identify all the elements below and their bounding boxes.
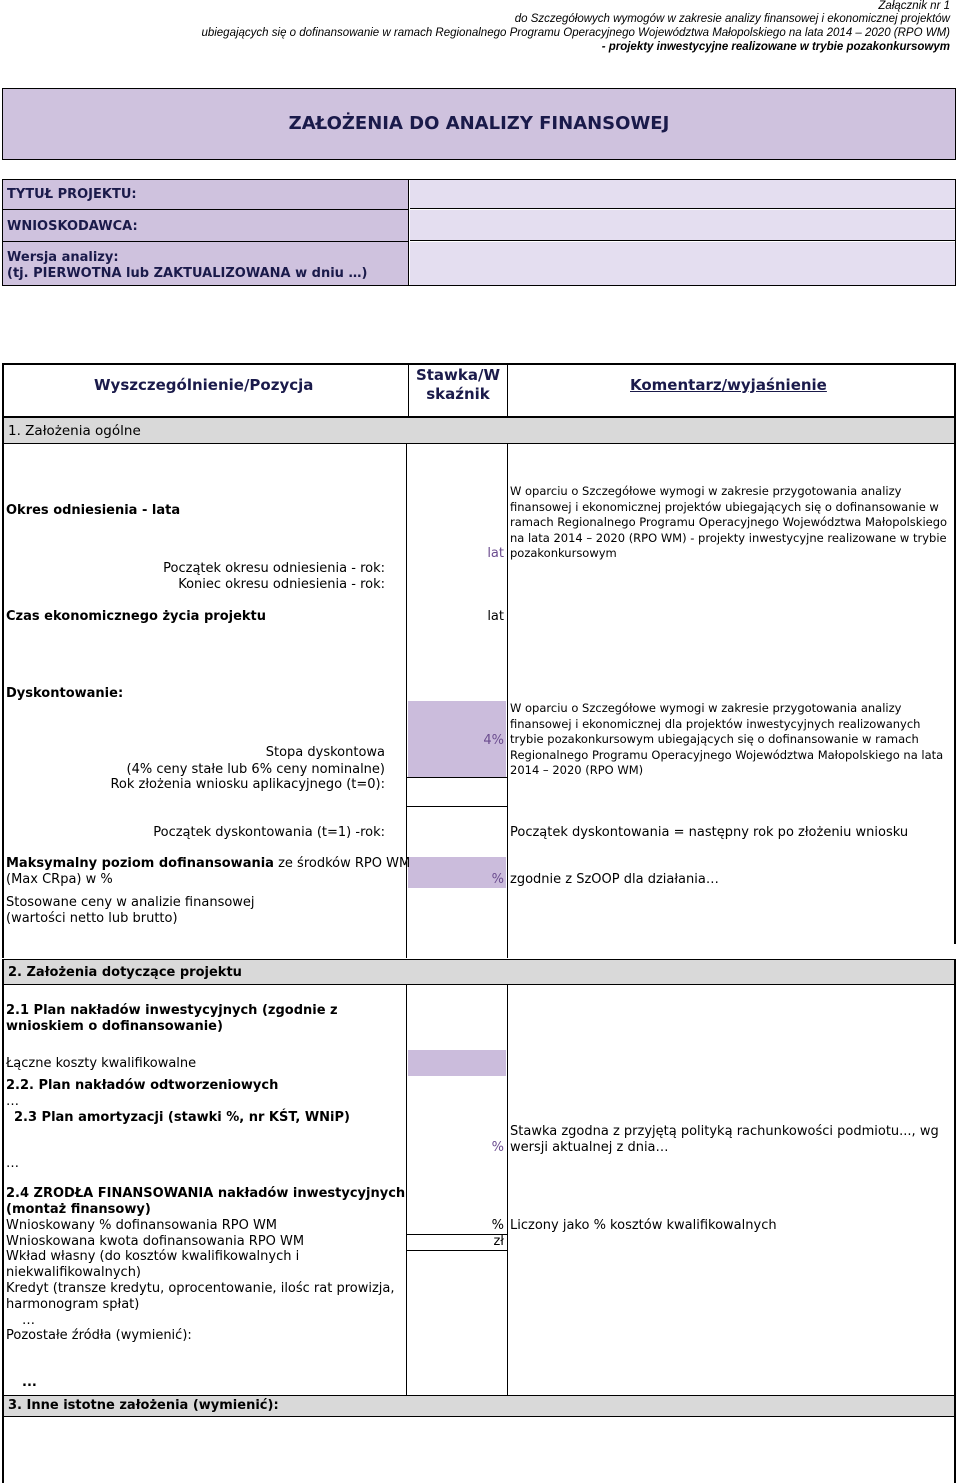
- eligible-costs-field[interactable]: [408, 1050, 506, 1076]
- other-sources-ellipsis: ...: [22, 1375, 37, 1390]
- section1-bar: [2, 418, 956, 444]
- eligible-costs-label: Łączne koszty kwalifikowalne: [6, 1056, 197, 1071]
- column-header-comment: Komentarz/wyjaśnienie: [630, 376, 827, 394]
- section2-bar: [2, 959, 956, 985]
- section1-title: 1. Założenia ogólne: [8, 423, 141, 439]
- depreciation-plan-title: 2.3 Plan amortyzacji (stawki %, nr KŚT, WNiP): [14, 1110, 350, 1125]
- section3-title: 3. Inne istotne założenia (wymienić):: [8, 1398, 279, 1413]
- period-end-label: Koniec okresu odniesienia - rok:: [178, 577, 385, 592]
- discount-rate-label: Stopa dyskontowa: [265, 745, 385, 760]
- funding-sources-title: 2.4 ZRODŁA FINANSOWANIA nakładów inwestycyjnych: [6, 1186, 406, 1201]
- project-info-table: [2, 179, 956, 286]
- project-title-label: TYTUŁ PROJEKTU:: [7, 187, 137, 202]
- discounting-label: Dyskontowanie:: [6, 686, 124, 701]
- project-title-field[interactable]: [410, 180, 955, 209]
- discount-start-label: Początek dyskontowania (t=1) -rok:: [153, 825, 385, 840]
- period-unit: lat: [487, 546, 504, 561]
- version-label: Wersja analizy:: [7, 250, 119, 265]
- applicant-label: WNIOSKODAWCA:: [7, 219, 138, 234]
- column-header-rate-line2: skaźnik: [426, 385, 490, 403]
- max-funding-label-rest: ze środków RPO WM: [273, 856, 411, 871]
- investment-plan-note: wnioskiem o dofinansowanie): [6, 1019, 223, 1034]
- max-funding-label: [6, 856, 410, 872]
- requested-percent-comment: Liczony jako % kosztów kwalifikowalnych: [510, 1218, 777, 1233]
- other-sources-label: Pozostałe źródła (wymienić):: [6, 1328, 192, 1343]
- table-header: [2, 363, 956, 418]
- depreciation-comment-line2: wersji aktualnej z dnia…: [510, 1140, 669, 1155]
- investment-plan-title: 2.1 Plan nakładów inwestycyjnych (zgodnie z: [6, 1003, 338, 1018]
- period-comment: W oparciu o Szczegółowe wymogi w zakresie przygotowania analizy finansowej i ekonomicznej projektów ubiegających się o dofinansowanie w ramach Regionalnego Programu Operacyjnego Województwa Małopolskiego na lata 2014 – 2020 (RPO WM) - projekty inwestycyjne realizowane w trybie pozakonkursowym: [510, 484, 948, 560]
- credit-note: harmonogram spłat): [6, 1297, 140, 1312]
- version-note: (tj. PIERWOTNA lub ZAKTUALIZOWANA w dniu …): [7, 266, 368, 281]
- economic-life-unit: lat: [487, 609, 504, 624]
- requested-amount-label: Wnioskowana kwota dofinansowania RPO WM: [6, 1234, 305, 1249]
- replacement-plan-title: 2.2. Plan nakładów odtworzeniowych: [6, 1078, 279, 1093]
- annex-number: Załącznik nr 1: [878, 0, 950, 12]
- economic-life-label: Czas ekonomicznego życia projektu: [6, 609, 267, 624]
- depreciation-unit: %: [491, 1140, 504, 1155]
- prices-note: (wartości netto lub brutto): [6, 911, 178, 926]
- annex-program: ubiegających się o dofinansowanie w ramach Regionalnego Programu Operacyjnego Województwa Małopolskiego na lata 2014 – 2020 (RPO WM): [201, 27, 950, 39]
- credit-ellipsis: …: [22, 1313, 35, 1328]
- column-header-item: Wyszczególnienie/Pozycja: [94, 376, 314, 394]
- section3-bar: [2, 1395, 956, 1417]
- annex-scope: - projekty inwestycyjne realizowane w trybie pozakonkursowym: [601, 41, 950, 53]
- max-funding-unit: %: [491, 872, 504, 887]
- section3-body[interactable]: [2, 1417, 956, 1483]
- max-funding-label-bold: Maksymalny poziom dofinansowania: [6, 856, 274, 871]
- document-title: ZAŁOŻENIA DO ANALIZY FINANSOWEJ: [288, 113, 670, 134]
- section2-title: 2. Założenia dotyczące projektu: [8, 965, 242, 980]
- period-start-label: Początek okresu odniesienia - rok:: [163, 561, 385, 576]
- column-header-rate-line1: Stawka/W: [415, 366, 501, 384]
- period-label: Okres odniesienia - lata: [6, 503, 181, 518]
- max-funding-comment: zgodnie z SzOOP dla działania…: [510, 872, 719, 887]
- own-contribution-label: Wkład własny (do kosztów kwalifikowalnych i: [6, 1249, 300, 1264]
- replacement-plan-ellipsis: …: [6, 1094, 19, 1109]
- depreciation-plan-ellipsis: …: [6, 1156, 19, 1171]
- prices-label: Stosowane ceny w analizie finansowej: [6, 895, 255, 910]
- depreciation-comment-line1: Stawka zgodna z przyjętą polityką rachunkowości podmiotu..., wg: [510, 1124, 939, 1139]
- applicant-field[interactable]: [410, 210, 955, 241]
- requested-amount-unit: zł: [493, 1234, 504, 1249]
- annex-reference: do Szczegółowych wymogów w zakresie analizy finansowej i ekonomicznej projektów: [514, 13, 950, 25]
- application-year-label: Rok złożenia wniosku aplikacyjnego (t=0):: [110, 777, 385, 792]
- discount-start-comment: Początek dyskontowania = następny rok po złożeniu wniosku: [510, 825, 909, 840]
- funding-sources-note: (montaż finansowy): [6, 1202, 151, 1217]
- requested-percent-unit: %: [491, 1218, 504, 1233]
- max-funding-label-line2: (Max CRpa) w %: [6, 872, 113, 887]
- requested-percent-label: Wnioskowany % dofinansowania RPO WM: [6, 1218, 278, 1233]
- discount-rate-note: (4% ceny stałe lub 6% ceny nominalne): [126, 762, 385, 777]
- analysis-version-field[interactable]: [410, 242, 955, 285]
- discount-comment: W oparciu o Szczegółowe wymogi w zakresie przygotowania analizy finansowej i ekonomicznej dla projektów inwestycyjnych realizowanych trybie pozakonkursowym ubiegających się o dofinansowanie w ramach Regionalnego Programu Operacyjnego Województwa Małopolskiego na lata 2014 – 2020 (RPO WM): [510, 701, 944, 777]
- discount-rate-value: 4%: [483, 733, 504, 748]
- own-contribution-note: niekwalifikowalnych): [6, 1265, 142, 1280]
- title-box: [2, 88, 956, 160]
- credit-label: Kredyt (transze kredytu, oprocentowanie, ilośc rat prowizja,: [6, 1281, 395, 1296]
- column-header-rate: [410, 366, 506, 404]
